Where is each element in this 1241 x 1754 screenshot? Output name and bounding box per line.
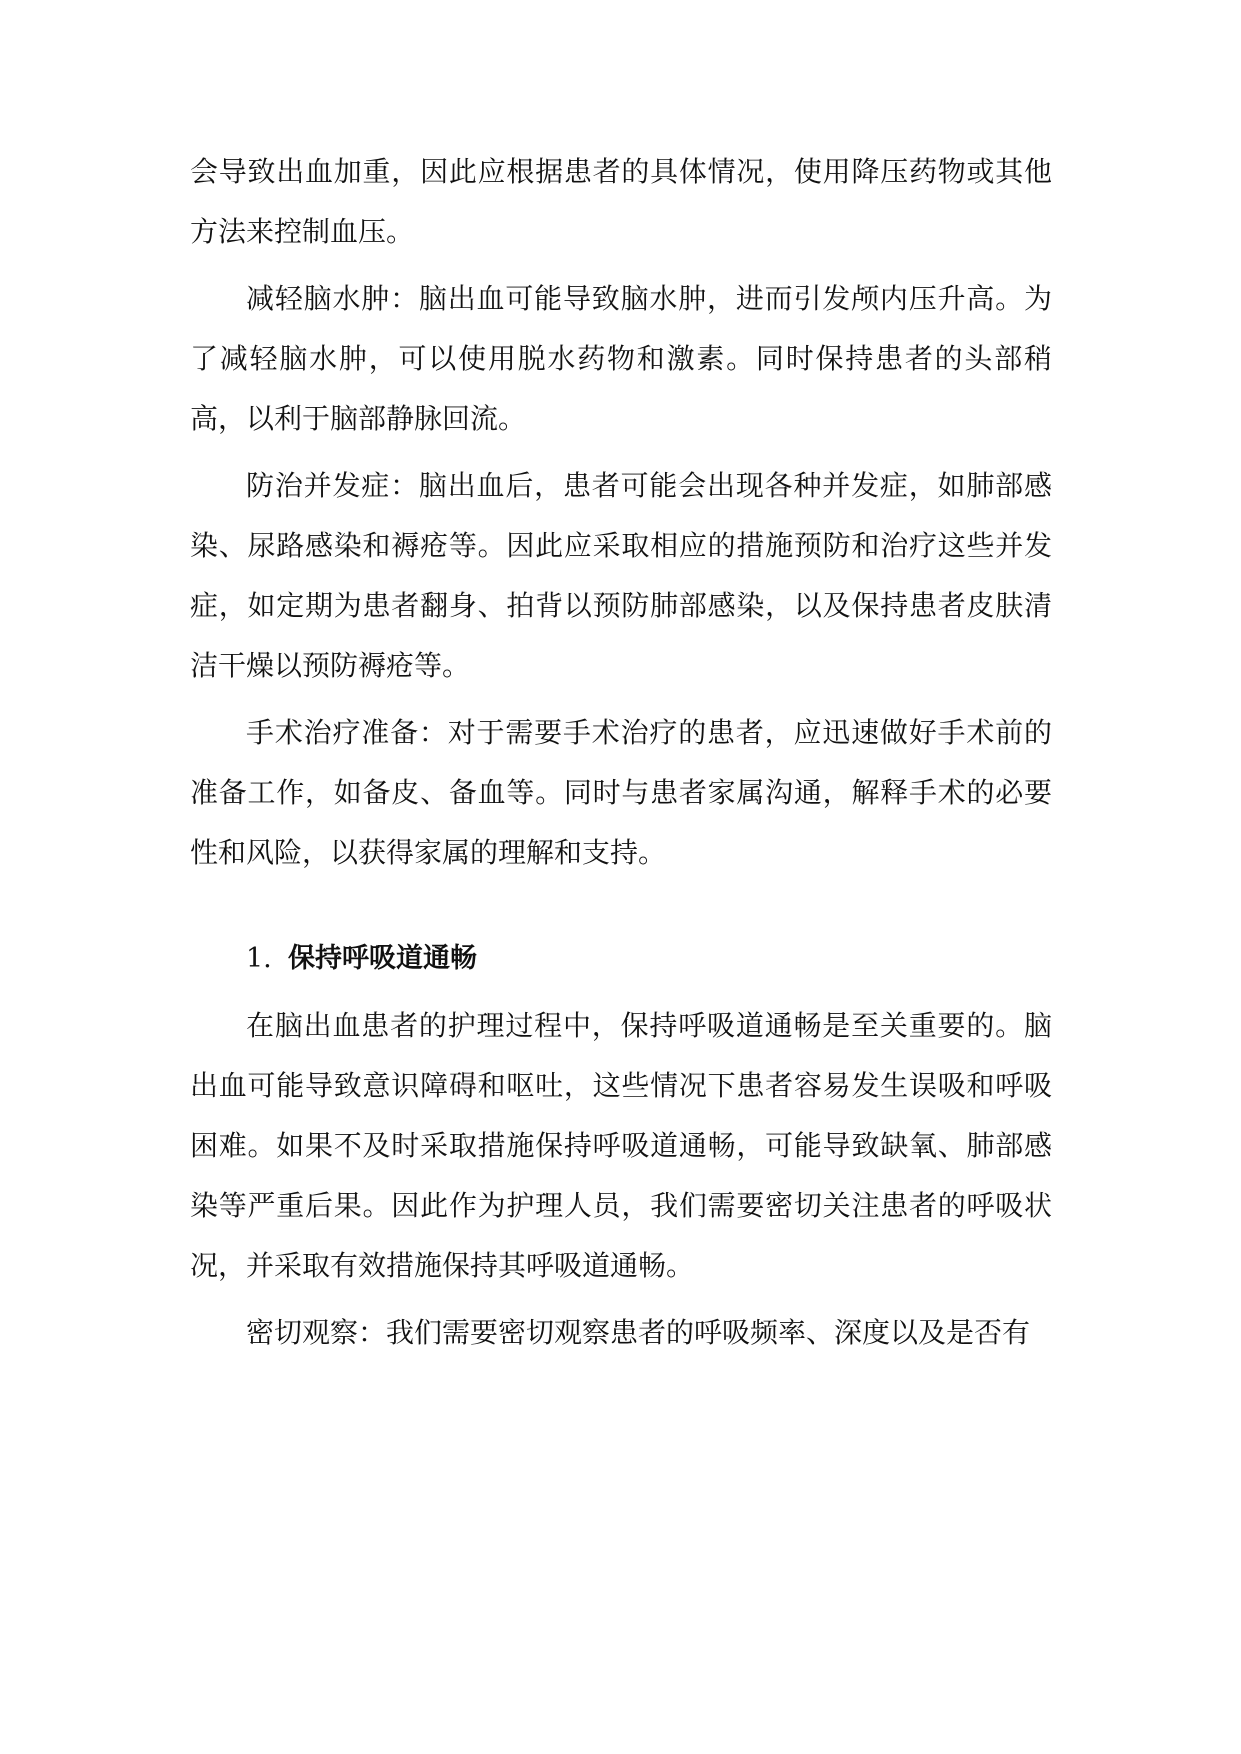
paragraph-airway-importance: 在脑出血患者的护理过程中，保持呼吸道通畅是至关重要的。脑出血可能导致意识障碍和呕吐，这些情况下患者容易发生误吸和呼吸困难。如果不及时采取措施保持呼吸道通畅，可能导致缺氧、肺部感染等严重后果。因此作为护理人员，我们需要密切关注患者的呼吸状况，并采取有效措施保持其呼吸道通畅。 [190, 1009, 1052, 1282]
paragraph-surgery-preparation: 手术治疗准备：对于需要手术治疗的患者，应迅速做好手术前的准备工作，如备皮、备血等。同时与患者家属沟通，解释手术的必要性和风险，以获得家属的理解和支持。 [190, 716, 1052, 869]
section-number: 1. [246, 943, 272, 974]
section-heading [190, 929, 1052, 989]
document-body [190, 142, 1052, 1370]
paragraph-blood-pressure-continued: 会导致出血加重，因此应根据患者的具体情况，使用降压药物或其他方法来控制血压。 [190, 155, 1052, 248]
paragraph-close-observation: 密切观察：我们需要密切观察患者的呼吸频率、深度以及是否有 [246, 1316, 1031, 1349]
section-title: 保持呼吸道通畅 [288, 943, 477, 974]
paragraph-prevent-complications: 防治并发症：脑出血后，患者可能会出现各种并发症，如肺部感染、尿路感染和褥疮等。因此应采取相应的措施预防和治疗这些并发症，如定期为患者翻身、拍背以预防肺部感染，以及保持患者皮肤清洁干燥以预防褥疮等。 [190, 469, 1052, 682]
paragraph-reduce-edema: 减轻脑水肿：脑出血可能导致脑水肿，进而引发颅内压升高。为了减轻脑水肿，可以使用脱水药物和激素。同时保持患者的头部稍高，以利于脑部静脉回流。 [190, 282, 1052, 435]
